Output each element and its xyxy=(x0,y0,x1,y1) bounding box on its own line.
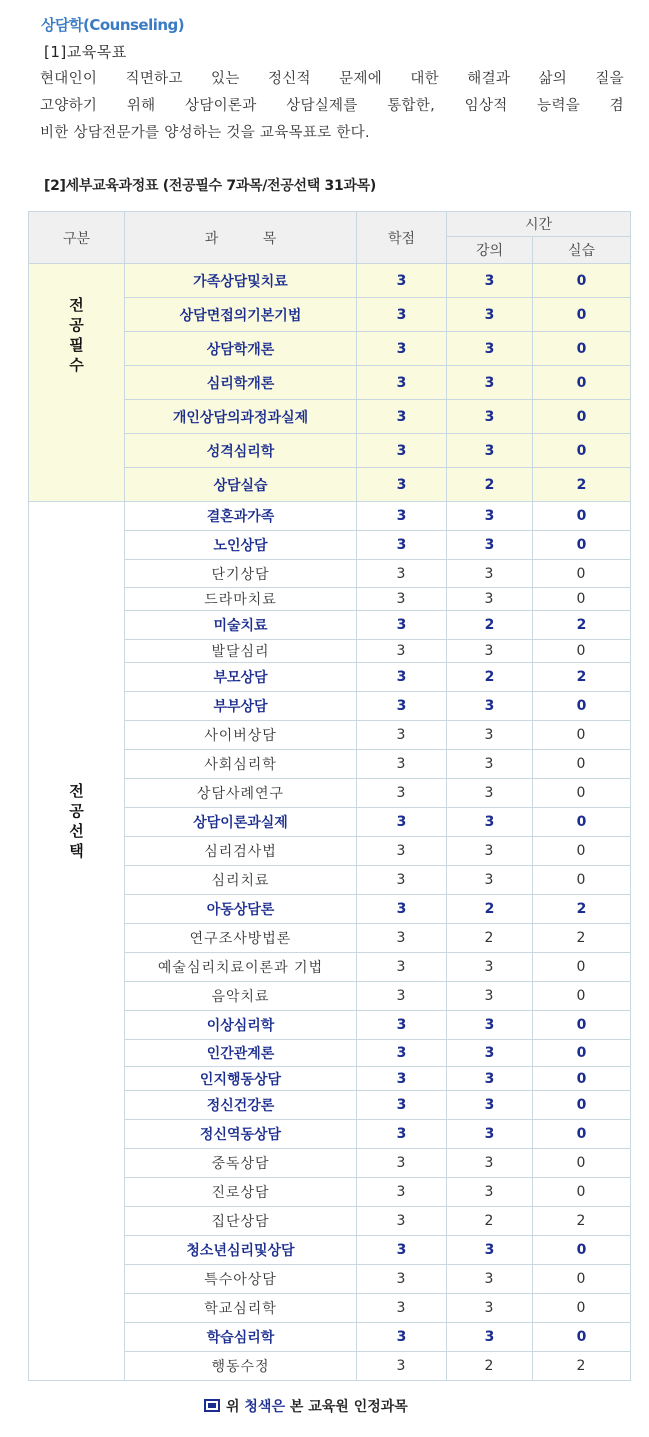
practice-cell: 2 xyxy=(533,924,631,953)
credits-cell: 3 xyxy=(357,332,447,366)
credits-cell: 3 xyxy=(357,298,447,332)
subject-name: 중독상담 xyxy=(125,1149,357,1178)
practice-cell: 0 xyxy=(533,1294,631,1323)
subject-name: 특수아상담 xyxy=(125,1265,357,1294)
credits-cell: 3 xyxy=(357,366,447,400)
credits-cell: 3 xyxy=(357,1294,447,1323)
header-subject: 과 목 xyxy=(125,212,357,264)
credits-cell: 3 xyxy=(357,502,447,531)
practice-cell: 0 xyxy=(533,1236,631,1265)
lecture-cell: 2 xyxy=(447,663,533,692)
credits-cell: 3 xyxy=(357,721,447,750)
subject-name: 아동상담론 xyxy=(125,895,357,924)
subject-name: 정신건강론 xyxy=(125,1091,357,1120)
legend-highlight: 청색은 xyxy=(244,1399,285,1415)
practice-cell: 0 xyxy=(533,1067,631,1091)
practice-cell: 2 xyxy=(533,468,631,502)
subject-name: 단기상담 xyxy=(125,560,357,588)
practice-cell: 2 xyxy=(533,1207,631,1236)
practice-cell: 0 xyxy=(533,298,631,332)
credits-cell: 3 xyxy=(357,264,447,298)
lecture-cell: 2 xyxy=(447,611,533,640)
lecture-cell: 3 xyxy=(447,1323,533,1352)
category-label: 전 공 필 수 xyxy=(69,295,84,374)
objective-paragraph xyxy=(40,66,624,147)
curriculum-body xyxy=(29,264,631,1381)
subject-name: 성격심리학 xyxy=(125,434,357,468)
credits-cell: 3 xyxy=(357,640,447,663)
subject-name: 행동수정 xyxy=(125,1352,357,1381)
subject-name: 인간관계론 xyxy=(125,1040,357,1067)
subject-name: 상담면접의기본기법 xyxy=(125,298,357,332)
legend-prefix: 위 xyxy=(226,1399,240,1415)
subject-name: 연구조사방법론 xyxy=(125,924,357,953)
lecture-cell: 3 xyxy=(447,434,533,468)
lecture-cell: 3 xyxy=(447,1067,533,1091)
practice-cell: 0 xyxy=(533,982,631,1011)
credits-cell: 3 xyxy=(357,953,447,982)
subject-name: 정신역동상담 xyxy=(125,1120,357,1149)
subject-name: 발달심리 xyxy=(125,640,357,663)
lecture-cell: 2 xyxy=(447,895,533,924)
subject-name: 가족상담및치료 xyxy=(125,264,357,298)
subject-name: 노인상담 xyxy=(125,531,357,560)
lecture-cell: 3 xyxy=(447,332,533,366)
practice-cell: 0 xyxy=(533,1265,631,1294)
subject-name: 학습심리학 xyxy=(125,1323,357,1352)
practice-cell: 0 xyxy=(533,779,631,808)
curriculum-table xyxy=(28,211,631,1381)
header-hours: 시간 xyxy=(447,212,631,237)
practice-cell: 0 xyxy=(533,866,631,895)
credits-cell: 3 xyxy=(357,1236,447,1265)
subject-name: 학교심리학 xyxy=(125,1294,357,1323)
subject-name: 심리학개론 xyxy=(125,366,357,400)
lecture-cell: 3 xyxy=(447,808,533,837)
credits-cell: 3 xyxy=(357,924,447,953)
credits-cell: 3 xyxy=(357,779,447,808)
header-lecture: 강의 xyxy=(447,237,533,264)
subject-name: 상담학개론 xyxy=(125,332,357,366)
practice-cell: 0 xyxy=(533,640,631,663)
lecture-cell: 3 xyxy=(447,400,533,434)
lecture-cell: 3 xyxy=(447,953,533,982)
credits-cell: 3 xyxy=(357,1352,447,1381)
credits-cell: 3 xyxy=(357,895,447,924)
practice-cell: 2 xyxy=(533,663,631,692)
subject-name: 음악치료 xyxy=(125,982,357,1011)
subject-name: 청소년심리및상담 xyxy=(125,1236,357,1265)
credits-cell: 3 xyxy=(357,1149,447,1178)
subject-name: 상담사례연구 xyxy=(125,779,357,808)
practice-cell: 0 xyxy=(533,366,631,400)
credits-cell: 3 xyxy=(357,400,447,434)
practice-cell: 0 xyxy=(533,692,631,721)
credits-cell: 3 xyxy=(357,1040,447,1067)
credits-cell: 3 xyxy=(357,663,447,692)
practice-cell: 0 xyxy=(533,400,631,434)
credits-cell: 3 xyxy=(357,808,447,837)
credits-cell: 3 xyxy=(357,750,447,779)
curriculum-heading: [2]세부교육과정표 (전공필수 7과목/전공선택 31과목) xyxy=(44,178,376,194)
practice-cell: 0 xyxy=(533,1040,631,1067)
lecture-cell: 3 xyxy=(447,264,533,298)
subject-name: 개인상담의과정과실제 xyxy=(125,400,357,434)
practice-cell: 0 xyxy=(533,808,631,837)
practice-cell: 0 xyxy=(533,1120,631,1149)
lecture-cell: 3 xyxy=(447,779,533,808)
objective-line: 고양하기 위해 상담이론과 상담실제를 통합한, 임상적 능력을 겸 xyxy=(40,98,624,114)
credits-cell: 3 xyxy=(357,531,447,560)
credits-cell: 3 xyxy=(357,1178,447,1207)
table-row xyxy=(29,502,631,531)
subject-name: 상담이론과실제 xyxy=(125,808,357,837)
subject-name: 이상심리학 xyxy=(125,1011,357,1040)
subject-name: 심리치료 xyxy=(125,866,357,895)
practice-cell: 0 xyxy=(533,560,631,588)
subject-name: 인지행동상담 xyxy=(125,1067,357,1091)
lecture-cell: 3 xyxy=(447,1040,533,1067)
practice-cell: 0 xyxy=(533,434,631,468)
subject-name: 드라마치료 xyxy=(125,588,357,611)
practice-cell: 0 xyxy=(533,588,631,611)
lecture-cell: 2 xyxy=(447,924,533,953)
subject-name: 사회심리학 xyxy=(125,750,357,779)
credits-cell: 3 xyxy=(357,982,447,1011)
legend-square-icon xyxy=(204,1399,220,1412)
credits-cell: 3 xyxy=(357,560,447,588)
category-elective xyxy=(29,502,125,1381)
practice-cell: 0 xyxy=(533,502,631,531)
lecture-cell: 3 xyxy=(447,640,533,663)
practice-cell: 0 xyxy=(533,1149,631,1178)
credits-cell: 3 xyxy=(357,611,447,640)
lecture-cell: 3 xyxy=(447,502,533,531)
lecture-cell: 3 xyxy=(447,1236,533,1265)
practice-cell: 0 xyxy=(533,264,631,298)
subject-name: 집단상담 xyxy=(125,1207,357,1236)
credits-cell: 3 xyxy=(357,434,447,468)
subject-name: 예술심리치료이론과 기법 xyxy=(125,953,357,982)
subject-name: 부부상담 xyxy=(125,692,357,721)
header-category: 구분 xyxy=(29,212,125,264)
practice-cell: 0 xyxy=(533,1011,631,1040)
lecture-cell: 3 xyxy=(447,1149,533,1178)
lecture-cell: 3 xyxy=(447,837,533,866)
practice-cell: 0 xyxy=(533,750,631,779)
practice-cell: 0 xyxy=(533,1178,631,1207)
credits-cell: 3 xyxy=(357,692,447,721)
lecture-cell: 3 xyxy=(447,560,533,588)
lecture-cell: 2 xyxy=(447,468,533,502)
credits-cell: 3 xyxy=(357,1120,447,1149)
credits-cell: 3 xyxy=(357,1265,447,1294)
credits-cell: 3 xyxy=(357,1011,447,1040)
credits-cell: 3 xyxy=(357,837,447,866)
subject-name: 부모상담 xyxy=(125,663,357,692)
page-title: 상담학(Counseling) xyxy=(41,16,185,34)
objective-line: 비한 상담전문가를 양성하는 것을 교육목표로 한다. xyxy=(40,125,370,141)
credits-cell: 3 xyxy=(357,866,447,895)
objective-line: 현대인이 직면하고 있는 정신적 문제에 대한 해결과 삶의 질을 xyxy=(40,71,624,87)
subject-name: 결혼과가족 xyxy=(125,502,357,531)
practice-cell: 0 xyxy=(533,953,631,982)
lecture-cell: 3 xyxy=(447,1091,533,1120)
header-credits: 학점 xyxy=(357,212,447,264)
lecture-cell: 3 xyxy=(447,298,533,332)
lecture-cell: 3 xyxy=(447,531,533,560)
practice-cell: 0 xyxy=(533,721,631,750)
credits-cell: 3 xyxy=(357,1091,447,1120)
table-row xyxy=(29,264,631,298)
practice-cell: 2 xyxy=(533,611,631,640)
lecture-cell: 3 xyxy=(447,1120,533,1149)
subject-name: 심리검사법 xyxy=(125,837,357,866)
lecture-cell: 2 xyxy=(447,1352,533,1381)
practice-cell: 0 xyxy=(533,837,631,866)
objective-heading: [1]교육목표 xyxy=(44,43,127,61)
credits-cell: 3 xyxy=(357,468,447,502)
credits-cell: 3 xyxy=(357,588,447,611)
subject-name: 진로상담 xyxy=(125,1178,357,1207)
lecture-cell: 3 xyxy=(447,1011,533,1040)
practice-cell: 0 xyxy=(533,531,631,560)
practice-cell: 2 xyxy=(533,1352,631,1381)
subject-name: 상담실습 xyxy=(125,468,357,502)
lecture-cell: 3 xyxy=(447,588,533,611)
subject-name: 사이버상담 xyxy=(125,721,357,750)
practice-cell: 0 xyxy=(533,1323,631,1352)
practice-cell: 2 xyxy=(533,895,631,924)
lecture-cell: 3 xyxy=(447,866,533,895)
category-label: 전 공 선 택 xyxy=(69,782,84,860)
category-required xyxy=(29,264,125,502)
header-practice: 실습 xyxy=(533,237,631,264)
subject-name: 미술치료 xyxy=(125,611,357,640)
credits-cell: 3 xyxy=(357,1323,447,1352)
lecture-cell: 2 xyxy=(447,1207,533,1236)
lecture-cell: 3 xyxy=(447,982,533,1011)
legend-suffix: 본 교육원 인정과목 xyxy=(289,1399,408,1415)
practice-cell: 0 xyxy=(533,332,631,366)
credits-cell: 3 xyxy=(357,1207,447,1236)
lecture-cell: 3 xyxy=(447,1265,533,1294)
lecture-cell: 3 xyxy=(447,750,533,779)
credits-cell: 3 xyxy=(357,1067,447,1091)
lecture-cell: 3 xyxy=(447,692,533,721)
lecture-cell: 3 xyxy=(447,1178,533,1207)
legend-note xyxy=(204,1396,408,1416)
practice-cell: 0 xyxy=(533,1091,631,1120)
lecture-cell: 3 xyxy=(447,721,533,750)
lecture-cell: 3 xyxy=(447,1294,533,1323)
lecture-cell: 3 xyxy=(447,366,533,400)
